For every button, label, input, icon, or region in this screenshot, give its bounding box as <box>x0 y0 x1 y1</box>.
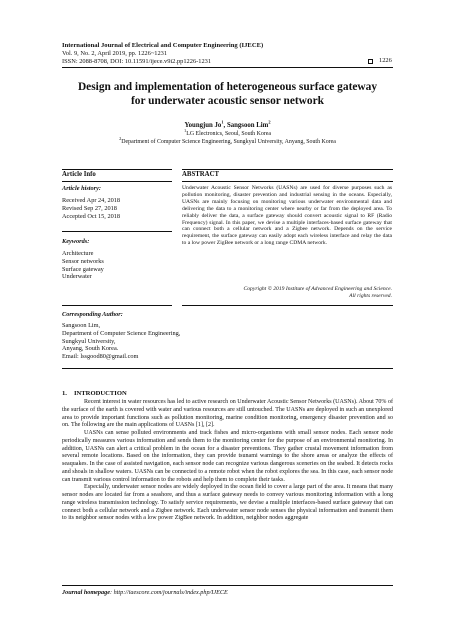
front-matter-bottom-rule <box>62 368 393 369</box>
affiliation-2-sup: 2 <box>119 135 122 141</box>
copyright-line-1: Copyright © 2019 Institute of Advanced Engineering and Science. <box>243 286 392 292</box>
abstract-bottom-rule <box>182 305 393 306</box>
affiliation-2 <box>62 135 393 147</box>
page-box-icon <box>368 59 373 64</box>
page-number: 1226 <box>379 57 392 64</box>
journal-name: International Journal of Electrical and Computer Engineering (IJECE) <box>62 42 264 49</box>
footer-rule <box>62 585 393 586</box>
author-1-sup: 1 <box>221 119 224 125</box>
author-separator: , <box>223 122 227 129</box>
keywords-top-rule <box>62 231 172 232</box>
corresponding-line: Anyang, South Korea. <box>62 345 119 353</box>
keyword-item: Surface gateway <box>62 265 104 273</box>
keyword-item: Sensor networks <box>62 257 104 265</box>
received-date: Received Apr 24, 2018 <box>62 197 121 204</box>
paragraph: Especially, underwater sensor nodes are widely deployed in the ocean field to cover a large part of the area. It means that many sensor nodes are located far from a seashore, and thus a surface gateway needs to convey various monitoring information with a long range wireless transmission technology. To satisfy service requirements, we devise a multiple interfaces-based surface gateway that can connect both a cellular network and a Zigbee network. Each underwater sensor node senses the physical information and transmit them to its neighbor sensor nodes with a low power ZigBee network. In addition, neighbor nodes aggregate <box>62 484 393 522</box>
affiliation-1 <box>62 128 393 139</box>
paragraph: Recent interest in water resources has led to active research on Underwater Acoustic Sensor Networks (UASNs). About 70% of the surface of the earth is covered with water and various resources are still untouched. The UASNs are deployed in such an unexplored area to provide important functions such as pollution monitoring, marine condition monitoring, emergency disaster prevention and so on. The following are the main applications of UASNs [1], [2]. <box>62 399 393 429</box>
keyword-item: Underwater <box>62 273 92 281</box>
introduction-body <box>62 399 393 523</box>
revised-date: Revised Sep 27, 2018 <box>62 204 117 212</box>
paper-title <box>62 80 393 108</box>
article-info-heading: Article Info <box>62 171 96 178</box>
abstract-text: Underwater Acoustic Sensor Networks (UASNs) are used for diverse purposes such as pollution monitoring, disaster prevention and industrial sensing in the oceans. Especially, UASNs are mainly focusing on monitoring various underwater environmental data and delivering the data to a monitoring center where nearby or far from the deployed area. To reliably deliver the data, a surface gateway should convert acoustic signal to RF (Radio Frequency) signal. In this paper, we devise a multiple interfaces-based surface gateway that can connect both a cellular network and a Zigbee network. Depends on the service requirement, the surface gateway can easily adopt each wireless interface and relay the data to a low power ZigBee network or a long range CDMA network. <box>182 185 392 247</box>
corresponding-author-block <box>62 322 180 361</box>
affiliation-1-sup: 1 <box>184 128 187 134</box>
paragraph: UASNs can sense polluted environments and track fishes and micro-organisms with small sensor nodes. Each sensor node periodically measures various information and sends them to the monitoring center for the purpose of an environmental monitoring. In addition, UASNs can alert a critical problem in the ocean for a disaster preventions. They gather crustal movement information from several remote locations. Based on the information, they can provide tsunami warnings to the shore areas or analyze the effects of seaquakes. In the case of assisted navigation, each sensor node can recognize various dangerous sceneries on the seabed. It detects rocks and shoals in shallow waters. UASNs can be connected to a remote robot when the robot explores the sea. In this case, each sensor node can transmit various control information to the robots and help them to complete their tasks. <box>62 430 393 483</box>
title-line-1: Design and implementation of heterogeneous surface gateway <box>77 81 378 93</box>
affiliation-1-text: LG Electronics, Seoul, South Korea <box>186 131 271 137</box>
corresponding-email: Email: lssgood80@gmail.com <box>62 353 139 361</box>
issn-line: ISSN: 2088-8708, DOI: 10.11591/ijece.v9i2.pp1226-1231 <box>62 58 212 66</box>
homepage-label: Journal homepage <box>62 589 110 596</box>
section-heading-introduction <box>62 390 127 397</box>
affiliations <box>62 128 393 146</box>
article-info-bottom-rule <box>62 305 172 306</box>
section-number: 1. <box>62 390 67 397</box>
affiliation-2-text: Department of Computer Science Engineering, Sungkyul University, Anyang, South Korea <box>121 138 336 145</box>
history-heading: Article history: <box>62 185 102 192</box>
author-2: Sangsoon Lim <box>226 122 269 129</box>
volume-line: Vol. 9, No. 2, April 2019, pp. 1226~1231 <box>62 50 168 58</box>
accepted-date: Accepted Oct 15, 2018 <box>62 212 121 220</box>
article-info-top-rule <box>62 169 172 170</box>
corresponding-line: Department of Computer Science Engineering, <box>62 329 181 337</box>
section-title: INTRODUCTION <box>73 390 127 397</box>
article-dates <box>62 197 120 220</box>
abstract-top-rule <box>182 169 393 170</box>
title-line-2: for underwater acoustic sensor network <box>131 95 324 107</box>
keywords-list <box>62 250 104 281</box>
journal-homepage <box>62 589 228 596</box>
corresponding-heading: Corresponding Author: <box>62 311 123 318</box>
author-list <box>62 119 393 129</box>
abstract-heading: ABSTRACT <box>182 171 220 178</box>
copyright-notice <box>182 286 392 300</box>
homepage-url[interactable]: : http://iaescore.com/journals/index.php/IJECE <box>109 589 228 596</box>
keywords-heading: Keywords: <box>62 238 90 245</box>
corresponding-line: Sangsoon Lim, <box>62 322 101 329</box>
author-2-sup: 2 <box>268 119 271 125</box>
abstract-heading-rule <box>182 181 393 182</box>
journal-header <box>62 42 392 67</box>
article-info-heading-rule <box>62 181 172 182</box>
keyword-item: Architecture <box>62 250 94 257</box>
corresponding-line: Sungkyul University, <box>62 337 116 345</box>
copyright-line-2: All rights reserved. <box>349 293 392 299</box>
author-1: Youngjun Jo <box>184 122 222 129</box>
header-rule <box>62 67 393 68</box>
